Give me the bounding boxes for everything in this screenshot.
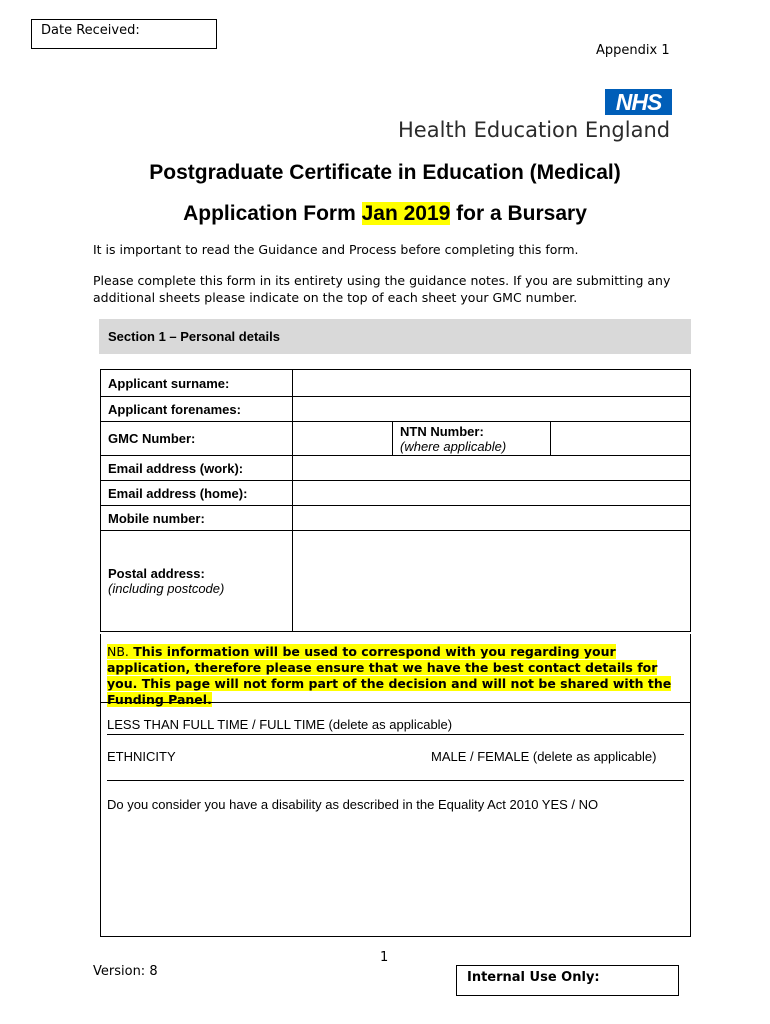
email-home-field[interactable] (293, 481, 691, 506)
organisation-name: Health Education England (398, 118, 671, 142)
divider (100, 702, 691, 703)
nhs-logo: NHS (605, 89, 672, 115)
surname-label: Applicant surname: (101, 370, 293, 397)
email-work-field[interactable] (293, 456, 691, 481)
page-subtitle (0, 202, 770, 226)
ntn-field[interactable] (551, 422, 691, 456)
working-pattern-field[interactable]: LESS THAN FULL TIME / FULL TIME (delete as applicable) (107, 717, 453, 732)
section-heading: Section 1 – Personal details (99, 319, 691, 354)
email-home-label: Email address (home): (101, 481, 293, 506)
surname-field[interactable] (293, 370, 691, 397)
subtitle-date-highlight: Jan 2019 (361, 202, 451, 225)
intro-paragraph-1: It is important to read the Guidance and Process before completing this form. (93, 242, 579, 257)
table-row (101, 456, 691, 481)
gmc-label: GMC Number: (101, 422, 293, 456)
intro-paragraph-2: Please complete this form in its entirety using the guidance notes. If you are submitting any additional sheets please indicate on the top of each sheet your GMC number. (93, 273, 671, 305)
table-row (101, 531, 691, 632)
mobile-label: Mobile number: (101, 506, 293, 531)
ethnicity-label: ETHNICITY (107, 749, 176, 764)
forenames-label: Applicant forenames: (101, 397, 293, 422)
ntn-label-cell (393, 422, 551, 456)
postal-label-cell (101, 531, 293, 632)
divider (107, 780, 684, 781)
table-row (101, 422, 691, 456)
divider (107, 734, 684, 735)
nb-body: This information will be used to correspond with you regarding your application, therefore please ensure that we have the best contact details for you. This page will not form part of the decision and will not be shared with the Funding Panel. (107, 644, 672, 707)
nb-notice (107, 644, 683, 708)
nb-prefix: NB. (107, 644, 129, 659)
forenames-field[interactable] (293, 397, 691, 422)
internal-use-label: Internal Use Only: (467, 970, 600, 985)
table-row (101, 481, 691, 506)
table-row (101, 397, 691, 422)
subtitle-post: for a Bursary (450, 202, 587, 225)
page-title: Postgraduate Certificate in Education (Medical) (149, 161, 621, 184)
mobile-field[interactable] (293, 506, 691, 531)
postal-note: (including postcode) (108, 581, 225, 596)
table-row (101, 370, 691, 397)
appendix-label: Appendix 1 (596, 43, 670, 58)
disability-question[interactable]: Do you consider you have a disability as described in the Equality Act 2010 YES / NO (107, 797, 599, 812)
gender-field[interactable]: MALE / FEMALE (delete as applicable) (431, 749, 657, 764)
date-received-label: Date Received: (41, 23, 140, 38)
subtitle-pre: Application Form (183, 202, 362, 225)
postal-field[interactable] (293, 531, 691, 632)
table-row (101, 506, 691, 531)
date-received-box (31, 19, 217, 49)
internal-use-box (456, 965, 679, 996)
ntn-label: NTN Number: (400, 424, 484, 439)
personal-details-table (100, 369, 691, 632)
gmc-field[interactable] (293, 422, 393, 456)
page-number: 1 (380, 950, 389, 965)
postal-label: Postal address: (108, 566, 205, 581)
version-label: Version: 8 (93, 964, 158, 979)
ntn-note: (where applicable) (400, 439, 507, 454)
email-work-label: Email address (work): (101, 456, 293, 481)
